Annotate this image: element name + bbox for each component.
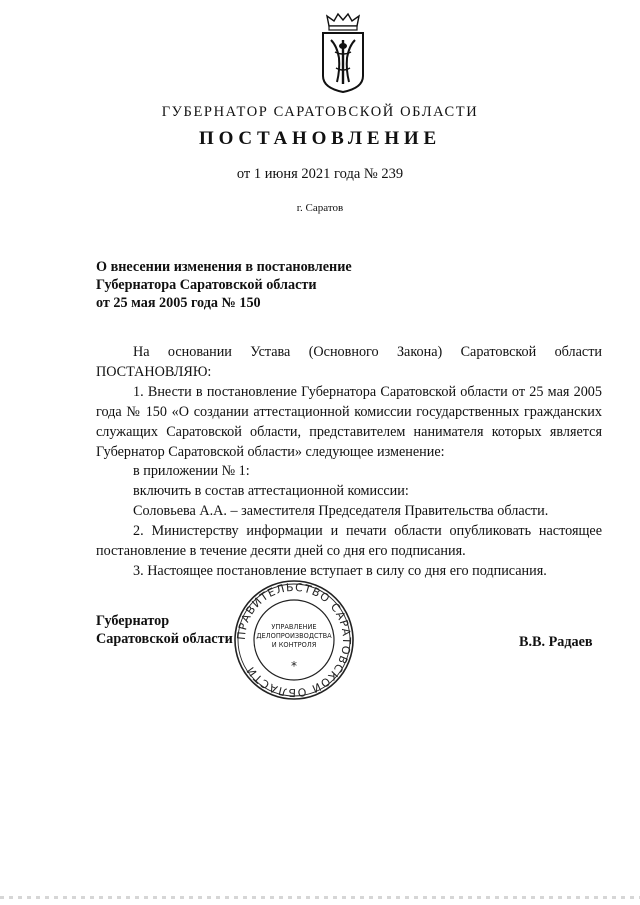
signatory-title-line-1: Губернатор: [96, 613, 170, 629]
issue-city: г. Саратов: [296, 202, 344, 214]
scan-edge-artifact: [0, 896, 640, 899]
signatory-title-line-2: Саратовской области: [96, 631, 233, 647]
preamble-line-1: На основании Устава (Основного Закона) Саратовской области: [133, 344, 602, 360]
issuing-authority: ГУБЕРНАТОР САРАТОВСКОЙ ОБЛАСТИ: [161, 104, 479, 120]
clause-1-action: включить в состав аттестационной комиссии:: [133, 483, 409, 500]
clause-1-member: Соловьева А.А. – заместителя Председателя Правительства области.: [133, 503, 549, 520]
clause-1: 1. Внести в постановление Губернатора Саратовской области от 25 мая 2005 года № 150 «О создании аттестационной комиссии государственных гражданских служащих Саратовской области, представителем нанимателя которых является Губернатор Саратовской области» следующее изменение:: [96, 383, 602, 460]
seal-ring-text: ПРАВИТЕЛЬСТВО САРАТОВСКОЙ ОБЛАСТИ: [234, 580, 354, 700]
coat-of-arms-emblem: [317, 12, 369, 94]
clause-3: 3. Настоящее постановление вступает в силу со дня его подписания.: [133, 562, 547, 579]
subject-line-1: О внесении изменения в постановление: [96, 259, 352, 275]
seal-center-line-1: УПРАВЛЕНИЕ: [271, 623, 317, 631]
document-date-number: от 1 июня 2021 года № 239: [236, 166, 404, 182]
document-type-title: ПОСТАНОВЛЕНИЕ: [199, 128, 441, 149]
official-seal-stamp: [232, 578, 356, 702]
clause-1-appendix: в приложении № 1:: [133, 463, 250, 480]
seal-center-line-3: И КОНТРОЛЯ: [271, 641, 317, 649]
seal-star-mark: *: [291, 659, 297, 673]
clause-2: 2. Министерству информации и печати области опубликовать настоящее постановление в течение десяти дней со дня его подписания.: [96, 523, 602, 560]
document-body: [96, 343, 602, 582]
subject-line-2: Губернатора Саратовской области: [96, 277, 317, 293]
subject-line-3: от 25 мая 2005 года № 150: [96, 295, 261, 311]
preamble-line-2: ПОСТАНОВЛЯЮ:: [96, 363, 212, 380]
signatory-name: В.В. Радаев: [519, 634, 593, 650]
seal-center-line-2: ДЕЛОПРОИЗВОДСТВА: [256, 632, 332, 640]
